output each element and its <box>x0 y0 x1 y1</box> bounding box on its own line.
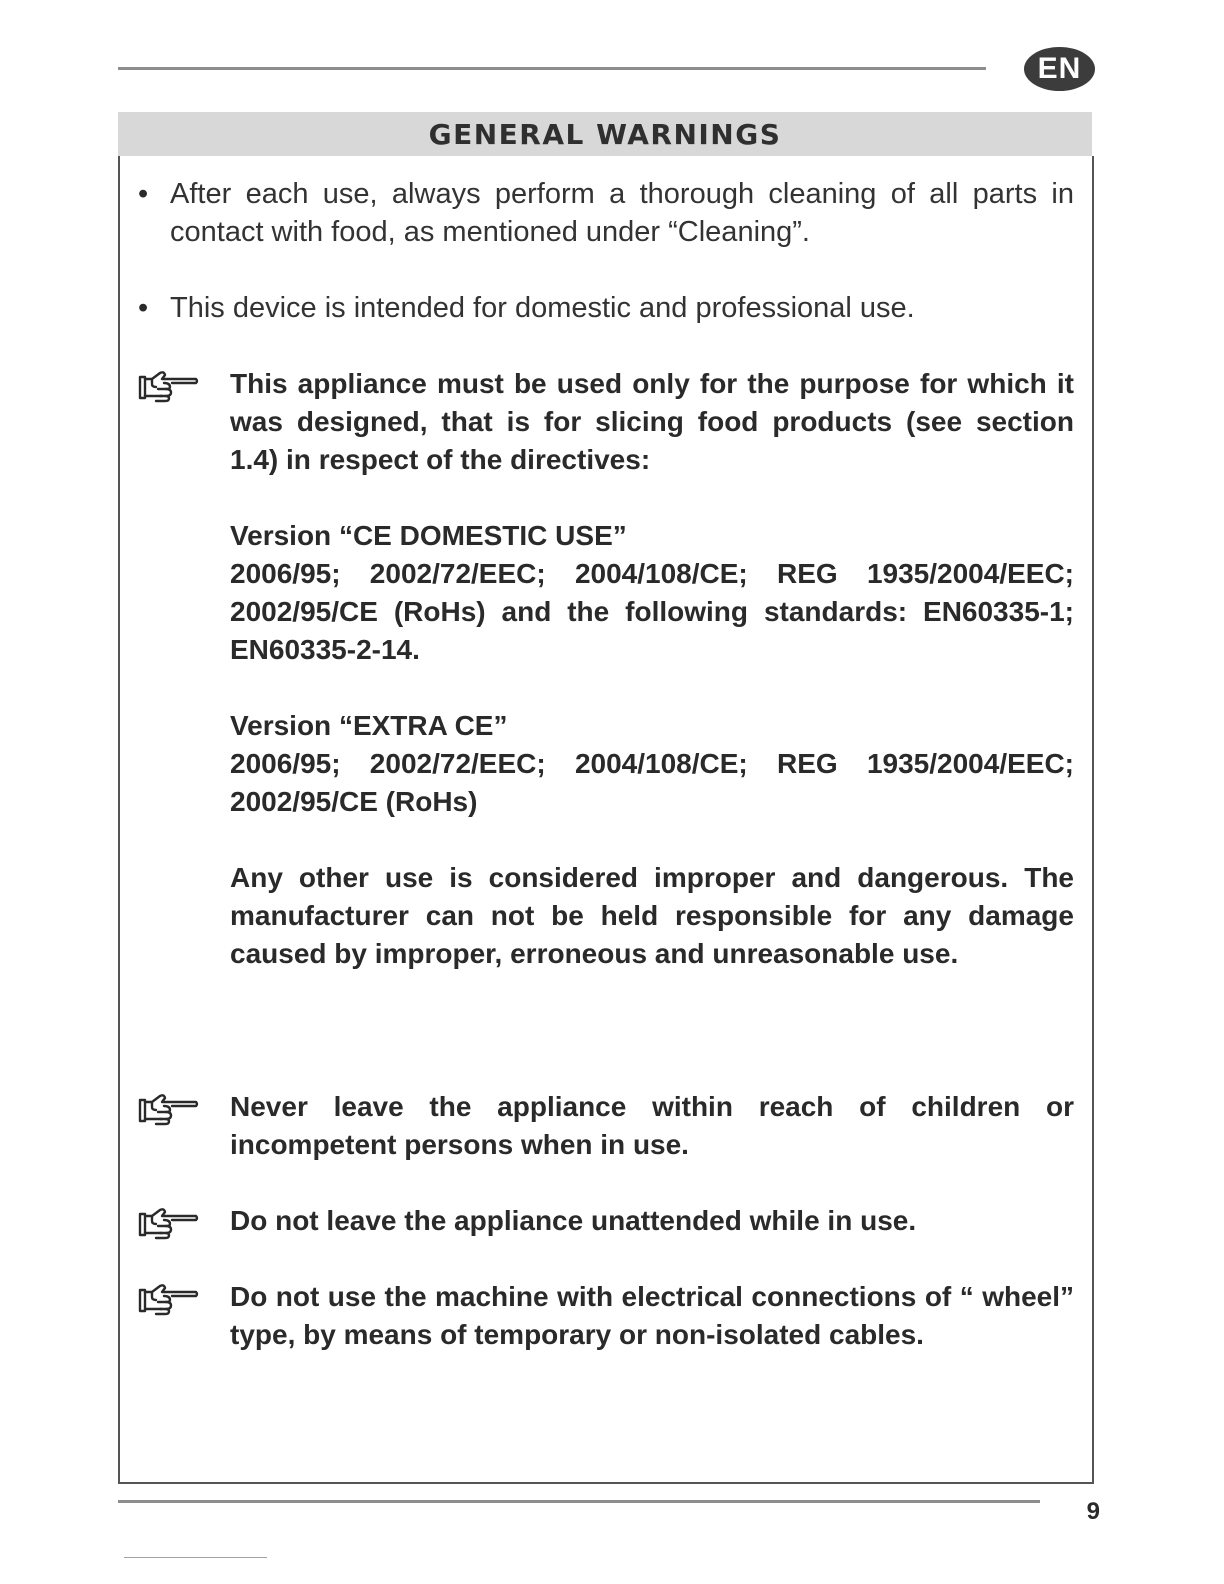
pointing-hand-icon <box>138 1281 200 1317</box>
purpose-intro: This appliance must be used only for the purpose for which it was designed, that is for slicing food products (see section 1.4) in respect of the directives: <box>230 368 1074 475</box>
domestic-version-title: Version “CE DOMESTIC USE” <box>230 520 627 551</box>
extra-ce-version-directives: 2006/95; 2002/72/EEC; 2004/108/CE; REG 1935/2004/EEC; 2002/95/CE (RoHs) <box>230 748 1074 817</box>
page-number: 9 <box>1086 1498 1100 1525</box>
warning-purpose-block <box>230 365 1074 973</box>
bullet-cleaning-text: After each use, always perform a thorough cleaning of all parts in contact with food, as mentioned under “Cleaning”. <box>170 178 1074 248</box>
bullet-intended-use-text: This device is intended for domestic and professional use. <box>170 292 915 324</box>
warning-unattended-text: Do not leave the appliance unattended while in use. <box>230 1205 917 1236</box>
section-title: GENERAL WARNINGS <box>118 112 1092 156</box>
link-underline <box>124 1557 267 1558</box>
pointing-hand-icon <box>138 1091 200 1127</box>
domestic-version-directives: 2006/95; 2002/72/EEC; 2004/108/CE; REG 1935/2004/EEC; 2002/95/CE (RoHs) and the following standards: EN60335-1; EN60335-2-14. <box>230 558 1074 665</box>
bullet-dot-1: • <box>138 178 149 210</box>
pointing-hand-icon <box>138 368 200 404</box>
improper-use-notice: Any other use is considered improper and dangerous. The manufacturer can not be held responsible for any damage caused by improper, erroneous and unreasonable use. <box>230 862 1074 969</box>
warning-children-text: Never leave the appliance within reach of children or incompetent persons when in use. <box>230 1091 1074 1160</box>
language-badge: EN <box>1024 47 1095 91</box>
header-rule <box>118 67 986 70</box>
footer-rule <box>118 1500 1040 1503</box>
bullet-dot-2: • <box>138 292 149 324</box>
warning-cables-text: Do not use the machine with electrical connections of “ wheel” type, by means of temporary or non-isolated cables. <box>230 1281 1074 1350</box>
pointing-hand-icon <box>138 1205 200 1241</box>
extra-ce-version-title: Version “EXTRA CE” <box>230 710 508 741</box>
